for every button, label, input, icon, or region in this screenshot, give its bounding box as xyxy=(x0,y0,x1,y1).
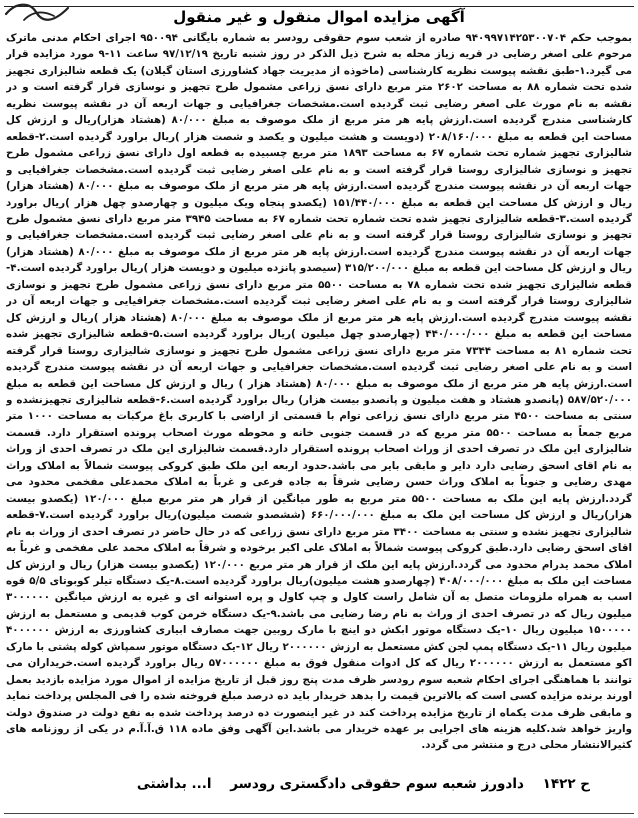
signature-line xyxy=(123,774,590,794)
signature-name: ا... بداشتی xyxy=(136,776,212,792)
notice-signature-block xyxy=(8,764,630,804)
notice-body: بموجب حکم ۹۴۰۹۹۷۱۴۲۵۳۰۰۷۰۴ صادره از شعب سوم حقوقی رودسر به شماره بایگانی ۹۵۰۰۹۴ اجرای احکام مدنی ماترک مرحوم علی اصغر رضایی در قریه زیاز محله به شرح ذیل الذکر در روز شنبه تاریخ ۹۷/۱۲/۱۹ ساعت ۱۱-۹ مورد مزایده قرار می گیرد.۱-طبق نقشه پیوست نظریه کارشناسی (ماخوذه از مدیریت جهاد کشاورزی استان گیلان) یک قطعه شالیزاری تجهیز شده تحت شماره ۸۸ به مساحت ۲۶۰۲ متر مربع دارای نسق زراعی مشمول طرح تجهیز و نوسازی قرار گرفته است و در نقشه به نام مورث علی اصغر رضایی ثبت گردیده است.مشخصات جغرافیایی و جهات اربعه آن در نقشه پیوست نظریه کارشناسی مندرج گردیده است.ارزش پایه هر متر مربع از ملک موصوف به مبلغ ۸۰/۰۰۰ (هشتاد هزار)ریال و ارزش کل مساحت این قطعه به مبلغ ۲۰۸/۱۶۰/۰۰۰ (دویست و هشت میلیون و یکصد و شصت هزار )ریال براورد گردیده است.۲-قطعه شالیزاری تجهیز شماره تحت شماره ۶۷ به مساحت ۱۸۹۳ متر مربع چسبیده به قطعه اول دارای نسق زراعی مشمول طرح تجهیز و نوسازی شالیزاری روستا قرار گرفته است و به نام علی اصغر رضایی ثبت گردیده است.مشخصات جغرافیایی و جهات اربعه آن در نقشه پیوست مندرج گردیده است.ارزش پایه هر متر مربع از ملک موصوف به مبلغ ۸۰/۰۰۰ (هشتاد هزار) ریال و ارزش کل مساحت این قطعه به مبلغ ۱۵۱/۴۴۰/۰۰۰ (یکصدو پنجاه ویک میلیون و چهارصدو چهل هزار )ریال براورد گردیده است.۳-قطعه شالیزاری تجهیز شده تحت شماره تحت شماره ۶۷ به مساحت ۳۹۴۵ متر مربع دارای نسق مشمول طرح تجهیز و نوسازی شالیزاری روستا قرار گرفته است و به نام علی اصغر رضایی ثبت گردیده است.مشخصات جغرافیایی و جهات اربعه آن در نقشه پیوست مندرج گردیده است.ارزش پایه هر متر مربع از ملک موصوف به مبلغ ۸۰/۰۰۰ (هشتاد هزار) ریال و ارزش کل مساحت این قطعه به مبلغ ۳۱۵/۲۰۰/۰۰۰ (سیصدو پانزده میلیون و دویست هزار )ریال براورد گردیده است.۴-قطعه شالیزاری تجهیز شده تحت شماره ۷۸ به مساحت ۵۵۰۰ متر مربع دارای نسق زراعی مشمول طرح تجهیز و نوسازی شالیزاری روستا قرار گرفته است و به نام علی اصغر رضایی ثبت گردیده است.مشخصات جغرافیایی و جهات اربعه آن در نقشه پیوست مندرج گردیده است.ارزش پایه هر متر مربع از ملک موصوف به مبلغ ۸۰/۰۰۰ (هشتاد هزار )ریال و ارزش کل مساحت این قطعه به مبلغ ۴۴۰/۰۰۰/۰۰۰ (چهارصدو چهل میلیون )ریال براورد گردیده است.۵-قطعه شالیزاری تجهیز شده تحت شماره ۸۱ به مساحت ۷۳۴۴ متر مربع دارای نسق زراعی مشمول طرح تجهیز و نوسازی شالیزاری روستا قرار گرفته است و به نام علی اصغر رضایی ثبت گردیده است.مشخصات جغرافیایی و جهات اربعه آن در نقشه پیوست مندرج گردیده است.ارزش پایه هر متر مربع از ملک موصوف به مبلغ ۸۰/۰۰۰ (هشتاد هزار ) ریال و ارزش کل مساحت این قطعه به مبلغ ۵۸۷/۵۲۰/۰۰۰ (پانصدو هشتاد و هفت میلیون و پانصدو بیست هزار) ریال براورد گردیده است.۶-قطعه شالیزاری تجهیزنشده و سنتی به مساحت ۴۵۰۰ متر مربع دارای نسق زراعی توام با قسمتی از اراضی با کاربری باغ مرکبات به مساحت ۱۰۰۰ متر مربع جمعاً به مساحت ۵۵۰۰ متر مربع که در قسمت جنوبی خانه و محوطه مورث اصحاب پرونده استقرار دارد. قسمت شالیزاری این ملک در تصرف احدی از وراث اصحاب پرونده استقرار دارد.قسمت شالیزاری این ملک در تصرف احدی از وراث به نام اقای اسحق رضایی دارد دایر و مابقی بایر می باشد.حدود اربعه این ملک طبق کروکی پیوست شمالاً به املاک وراث مهدی رضایی و جنوباً به املاک وراث حسن رضایی شرقاً به جاده فرعی و غرباً به املاک محمدعلی مفخمی محدود می گردد.ارزش پایه این ملک به مساحت ۵۵۰۰ متر مربع به طور میانگین از قرار هر متر مربع مبلغ ۱۲۰/۰۰۰ (یکصدو بیست هزار)ریال و ارزش کل مساحت این ملک به مبلغ ۶۶۰/۰۰۰/۰۰۰ (ششصدو شصت میلیون)ریال براورد گردیده است.۷-قطعه شالیزاری تجهیز نشده و سنتی به مساحت ۳۴۰۰ متر مربع دارای نسق زراعی که در حال حاضر در تصرف احدی از وراث به نام اقای اسحق رضایی دارد.طبق کروکی پیوست شمالاً به املاک علی اکبر برخوده و شرقاً به املاک محمد علی مفخمی و غرباً به املاک محمد یدرام محدود می گردد.ارزش پایه این ملک از قرار هر متر مربع ۱۲۰/۰۰۰ (یکصدو بیست هزار) ریال و ارزش کل مساحت این ملک به مبلغ ۴۰۸/۰۰۰/۰۰۰ (چهارصدو هشت میلیون)ریال براورد گردیده است.۸-یک دستگاه تیلر کوبوتای ۵/۵ قوه اسب به همراه ملزومات متصل به آن شامل راست کاول و چپ کاول و پره استوانه ای و غیره به ارزش میانگین ۳۰۰۰۰۰۰ میلیون ریال که در تصرف احدی از وراث به نام رضا رضایی می باشد.۹-یک دستگاه خرمن کوب قدیمی و مستعمل به ارزش ۱۵۰۰۰۰۰ میلیون ریال ۱۰-یک دستگاه موتور ابکش دو اینچ با مارک روبین جهت مصارف ابیاری کشاورزی به ارزش ۴۰۰۰۰۰۰ میلیون ریال ۱۱-یک دستگاه پمپ لجن کش مستعمل به ارزش ۲۰۰۰۰۰۰ ریال ۱۲-یک دستگاه موتور سمپاش کوله پشتی با مارک اکو مستعمل به ارزش ۲۰۰۰۰۰۰ ریال که کل ادوات منقول فوق به مبلغ ۵۷۰۰۰۰۰۰ ریال براورد گردیده است.خریداران می توانند با هماهنگی اجرای احکام شعبه سوم رودسر ظرف مدت پنج روز قبل از تاریخ مزایده از اموال مورد مزایده بازدید بعمل اورند برنده مزایده کسی است که بالاترین قیمت را بدهد خریدار باید ده درصد مبلغ فروخته شده را فی المجلس پرداخت نماید و مابقی ظرف مدت یکماه از تاریخ مزایده پرداخت کند در غیر اینصورت ده درصد پرداخت شده به نفع دولت در صندوق دولت واریز خواهد شد.کلیه هزینه های اجرایی بر عهده خریدار می باشد.این آگهی وفق ماده ۱۱۸ ق.آ.آ.م در یکی از روزنامه های کثیرالانتشار محلی درج و منتشر می گردد. xyxy=(6,32,632,752)
signature-code: ح ۱۴۲۲ xyxy=(542,776,590,792)
notice-title: آگهی مزایده اموال منقول و غیر منقول xyxy=(173,8,465,26)
signature-title: دادورز شعبه سوم حقوقی دادگستری رودسر xyxy=(230,776,524,792)
bottom-border-rule xyxy=(4,813,634,814)
